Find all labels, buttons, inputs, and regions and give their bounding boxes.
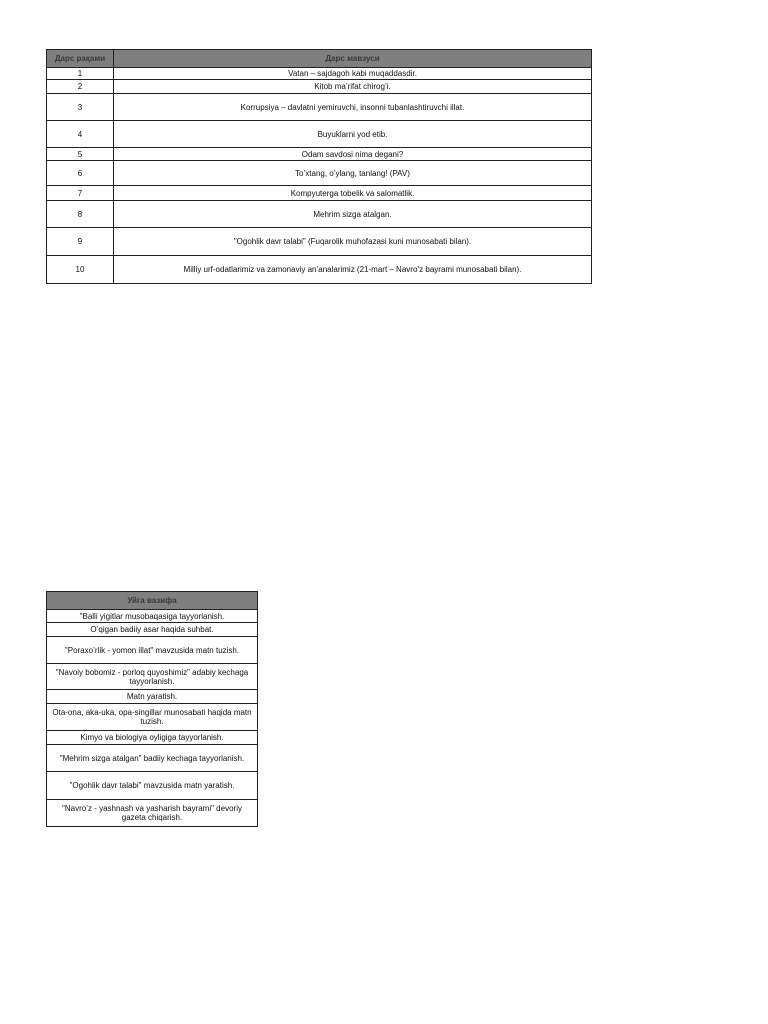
table-row xyxy=(47,664,258,690)
lessons-table xyxy=(46,49,592,284)
lesson-topic-header: Дарс мавзуси xyxy=(114,50,592,68)
table-row xyxy=(47,121,592,148)
lesson-topic: Kompyuterga tobelik va salomatlik. xyxy=(114,186,592,201)
lesson-number: 2 xyxy=(47,80,114,94)
homework-item: "Balli yigitlar musobaqasiga tayyorlanish. xyxy=(47,610,258,623)
lesson-topic: Kitob ma’rifat chirog’i. xyxy=(114,80,592,94)
table-row xyxy=(47,228,592,256)
homework-item: "Mehrim sizga atalgan" badiiy kechaga tayyorlanish. xyxy=(47,745,258,772)
table-row xyxy=(47,201,592,228)
lesson-topic: Odam savdosi nima degani? xyxy=(114,148,592,161)
table-row xyxy=(47,745,258,772)
lesson-topic: "Ogohlik davr talabi" (Fuqarolik muhofazasi kuni munosabati bilan). xyxy=(114,228,592,256)
lesson-number: 3 xyxy=(47,94,114,121)
lesson-topic: Buyuklarni yod etib. xyxy=(114,121,592,148)
lesson-number: 8 xyxy=(47,201,114,228)
table-row xyxy=(47,800,258,827)
homework-table xyxy=(46,591,258,827)
table-row xyxy=(47,731,258,745)
table-row xyxy=(47,256,592,284)
lesson-topic: To’xtang, o’ylang, tanlang! (PAV) xyxy=(114,161,592,186)
homework-item: Matn yaratish. xyxy=(47,690,258,704)
table-row xyxy=(47,186,592,201)
lesson-topic: Mehrim sizga atalgan. xyxy=(114,201,592,228)
lesson-number: 10 xyxy=(47,256,114,284)
lesson-topic: Korrupsiya – davlatni yemiruvchi, insonni tubanlashtiruvchi illat. xyxy=(114,94,592,121)
lesson-topic: Milliy urf-odatlarimiz va zamonaviy an’analarimiz (21-mart – Navro’z bayrami munosabati bilan). xyxy=(114,256,592,284)
table-row xyxy=(47,161,592,186)
lesson-number: 4 xyxy=(47,121,114,148)
homework-item: Ota-ona, aka-uka, opa-singillar munosabati haqida matn tuzish. xyxy=(47,704,258,731)
lesson-number: 1 xyxy=(47,68,114,80)
homework-header-row xyxy=(47,592,258,610)
table-row xyxy=(47,772,258,800)
homework-header: Уйга вазифа xyxy=(47,592,258,610)
table-row xyxy=(47,80,592,94)
table-row xyxy=(47,623,258,637)
lesson-number: 5 xyxy=(47,148,114,161)
homework-item: Kimyo va biologiya oyligiga tayyorlanish. xyxy=(47,731,258,745)
lesson-number: 9 xyxy=(47,228,114,256)
homework-item: "Navro’z - yashnash va yasharish bayrami" devoriy gazeta chiqarish. xyxy=(47,800,258,827)
lesson-number: 6 xyxy=(47,161,114,186)
table-row xyxy=(47,610,258,623)
lesson-number: 7 xyxy=(47,186,114,201)
table-row xyxy=(47,94,592,121)
table-row xyxy=(47,68,592,80)
table-row xyxy=(47,704,258,731)
table-row xyxy=(47,690,258,704)
lesson-number-header: Дарс рақами xyxy=(47,50,114,68)
homework-item: O’qigan badiiy asar haqida suhbat. xyxy=(47,623,258,637)
homework-item: "Poraxo’rlik - yomon illat" mavzusida matn tuzish. xyxy=(47,637,258,664)
homework-item: "Ogohlik davr talabi" mavzusida matn yaratish. xyxy=(47,772,258,800)
homework-item: "Navoiy bobomiz - porloq quyoshimiz" adabiy kechaga tayyorlanish. xyxy=(47,664,258,690)
lesson-topic: Vatan – sajdagoh kabi muqaddasdir. xyxy=(114,68,592,80)
table-row xyxy=(47,637,258,664)
lessons-header-row xyxy=(47,50,592,68)
table-row xyxy=(47,148,592,161)
